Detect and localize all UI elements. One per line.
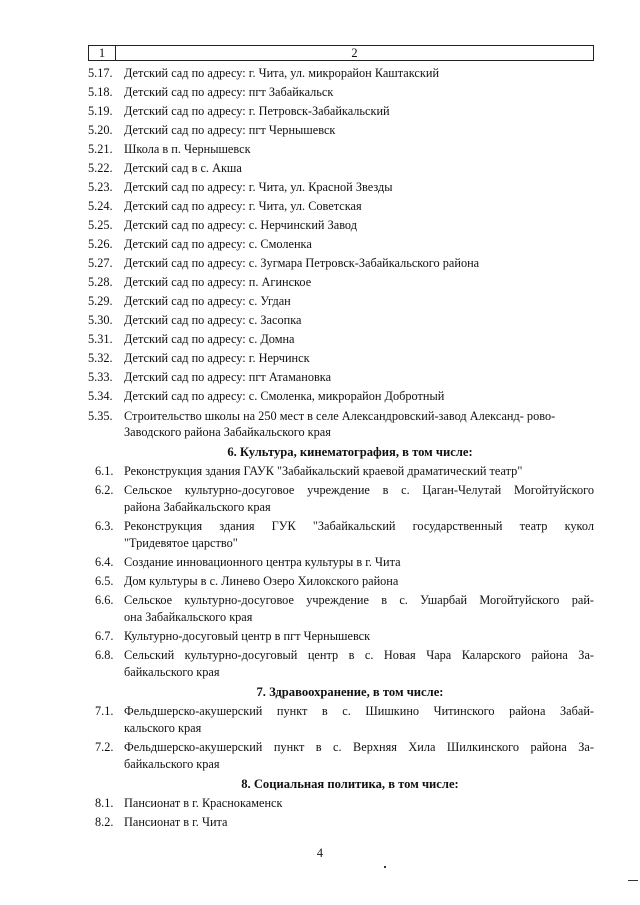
list-item (0, 554, 640, 571)
item-text (124, 795, 594, 812)
item-text-line-1: Сельский культурно-досуговый центр в с. Новая Чара Каларского района За- (124, 648, 594, 662)
item-number: 6.7. (95, 629, 114, 643)
item-number: 6.2. (95, 483, 114, 497)
item-number: 6.8. (95, 648, 114, 662)
item-text (124, 592, 594, 626)
item-text: Детский сад по адресу: с. Смоленка (124, 237, 312, 251)
item-number: 5.20. (88, 123, 113, 137)
header-col-1: 1 (89, 46, 116, 60)
list-item (0, 349, 640, 368)
section-8-heading: 8. Социальная политика, в том числе: (241, 777, 459, 791)
item-text-line-1: Культурно-досуговый центр в пгт Чернышевск (124, 629, 371, 643)
item-text: Школа в п. Чернышевск (124, 142, 251, 156)
item-text (124, 628, 594, 645)
list-item (0, 647, 640, 681)
list-item (0, 628, 640, 645)
list-item (0, 178, 640, 197)
item-text: Детский сад по адресу: с. Нерчинский Завод (124, 218, 357, 232)
item-number: 5.26. (88, 237, 113, 251)
item-number: 5.30. (88, 313, 113, 327)
item-number: 5.32. (88, 351, 113, 365)
list-item (0, 463, 640, 480)
list-item (0, 814, 640, 831)
item-number: 7.1. (95, 704, 114, 718)
item-text-line-1: Реконструкция здания ГУК "Забайкальский государственный театр кукол (124, 519, 594, 533)
item-text-line-2: она Забайкальского края (124, 610, 253, 624)
item-text-line-2: кальского края (124, 721, 202, 735)
item-text-line-1: Сельское культурно-досуговое учреждение в с. Цаган-Челутай Могойтуйского (124, 483, 594, 497)
item-text (124, 647, 594, 681)
item-text: Детский сад по адресу: пгт Забайкальск (124, 85, 334, 99)
item-number: 6.1. (95, 464, 114, 478)
list-item (0, 140, 640, 159)
list-item (0, 795, 640, 812)
item-number: 8.2. (95, 815, 114, 829)
item-text-line-2: байкальского края (124, 757, 220, 771)
item-text (124, 408, 594, 440)
list-item (0, 739, 640, 773)
list-item (0, 592, 640, 626)
list-item (0, 64, 640, 83)
item-number: 5.17. (88, 66, 113, 80)
document-list (0, 64, 640, 833)
section-5-items (0, 64, 640, 406)
list-item (0, 273, 640, 292)
page-number: 4 (316, 846, 324, 860)
item-text: Детский сад по адресу: г. Петровск-Забайкальский (124, 104, 390, 118)
section-6-heading: 6. Культура, кинематография, в том числе: (227, 445, 473, 459)
section-6-items (0, 463, 640, 681)
list-item (0, 330, 640, 349)
item-text-line-1: Фельдшерско-акушерский пункт в с. Верхняя Хила Шилкинского района За- (124, 740, 594, 754)
item-text (124, 573, 594, 590)
item-text-line-2: байкальского края (124, 665, 220, 679)
item-text (124, 739, 594, 773)
list-item (0, 703, 640, 737)
list-item (0, 387, 640, 406)
list-item (0, 292, 640, 311)
list-item (0, 368, 640, 387)
item-number: 5.22. (88, 161, 113, 175)
item-number: 5.35. (88, 409, 113, 423)
section-8-items (0, 795, 640, 831)
list-item (0, 254, 640, 273)
table-header (88, 45, 594, 61)
item-text-line-2: "Тридевятое царство" (124, 536, 238, 550)
item-number: 5.18. (88, 85, 113, 99)
item-text: Детский сад по адресу: п. Агинское (124, 275, 312, 289)
item-number: 5.25. (88, 218, 113, 232)
item-number: 5.21. (88, 142, 113, 156)
item-text-line-2: рово-Заводского района Забайкальского края (124, 409, 556, 439)
item-text-line-2: района Забайкальского края (124, 500, 271, 514)
item-text (124, 463, 594, 480)
item-text: Детский сад по адресу: г. Чита, ул. Красной Звезды (124, 180, 393, 194)
item-text: Детский сад по адресу: г. Чита, ул. Советская (124, 199, 362, 213)
item-text: Детский сад по адресу: с. Смоленка, микрорайон Добротный (124, 389, 445, 403)
item-number: 5.33. (88, 370, 113, 384)
item-text-line-1: Фельдшерско-акушерский пункт в с. Шишкино Читинского района Забай- (124, 704, 594, 718)
item-text (124, 703, 594, 737)
item-number: 6.4. (95, 555, 114, 569)
item-text (124, 482, 594, 516)
list-item (0, 102, 640, 121)
item-text: Детский сад по адресу: пгт Чернышевск (124, 123, 336, 137)
item-text-line-1: Сельское культурно-досуговое учреждение в с. Ушарбай Могойтуйского рай- (124, 593, 594, 607)
item-text (124, 814, 594, 831)
list-item (0, 159, 640, 178)
item-text-line-1: Строительство школы на 250 мест в селе Александровский-завод Александ- (124, 409, 524, 423)
list-item (0, 197, 640, 216)
list-item (0, 235, 640, 254)
item-text-line-1: Дом культуры в с. Линево Озеро Хилокского района (124, 574, 399, 588)
list-item (0, 573, 640, 590)
item-number: 5.31. (88, 332, 113, 346)
item-number: 5.34. (88, 389, 113, 403)
item-text: Детский сад в с. Акша (124, 161, 242, 175)
list-item (0, 83, 640, 102)
item-number: 5.29. (88, 294, 113, 308)
list-item (0, 482, 640, 516)
item-text-line-1: Реконструкция здания ГАУК "Забайкальский краевой драматический театр" (124, 464, 523, 478)
list-item-5-35 (0, 408, 640, 440)
item-text (124, 554, 594, 571)
section-7-heading: 7. Здравоохранение, в том числе: (256, 685, 444, 699)
item-text: Детский сад по адресу: с. Зугмара Петровск-Забайкальского района (124, 256, 480, 270)
header-col-2: 2 (351, 46, 358, 60)
item-number: 5.27. (88, 256, 113, 270)
item-number: 5.23. (88, 180, 113, 194)
item-number: 6.3. (95, 519, 114, 533)
list-item (0, 216, 640, 235)
item-text: Детский сад по адресу: г. Чита, ул. микрорайон Каштакский (124, 66, 440, 80)
item-text-line-1: Пансионат в г. Чита (124, 815, 228, 829)
section-7-items (0, 703, 640, 773)
item-number: 5.19. (88, 104, 113, 118)
item-number: 7.2. (95, 740, 114, 754)
list-item (0, 311, 640, 330)
item-number: 6.5. (95, 574, 114, 588)
item-number: 5.28. (88, 275, 113, 289)
scan-edge-mark (628, 880, 638, 881)
item-number: 6.6. (95, 593, 114, 607)
item-text (124, 518, 594, 552)
item-number: 5.24. (88, 199, 113, 213)
item-text: Детский сад по адресу: пгт Атамановка (124, 370, 332, 384)
list-item (0, 518, 640, 552)
item-text-line-1: Создание инновационного центра культуры в г. Чита (124, 555, 401, 569)
item-text-line-1: Пансионат в г. Краснокаменск (124, 796, 283, 810)
item-number: 8.1. (95, 796, 114, 810)
item-text: Детский сад по адресу: г. Нерчинск (124, 351, 310, 365)
item-text: Детский сад по адресу: с. Домна (124, 332, 295, 346)
item-text: Детский сад по адресу: с. Угдан (124, 294, 291, 308)
list-item (0, 121, 640, 140)
scan-mark (384, 866, 386, 868)
item-text: Детский сад по адресу: с. Засопка (124, 313, 302, 327)
